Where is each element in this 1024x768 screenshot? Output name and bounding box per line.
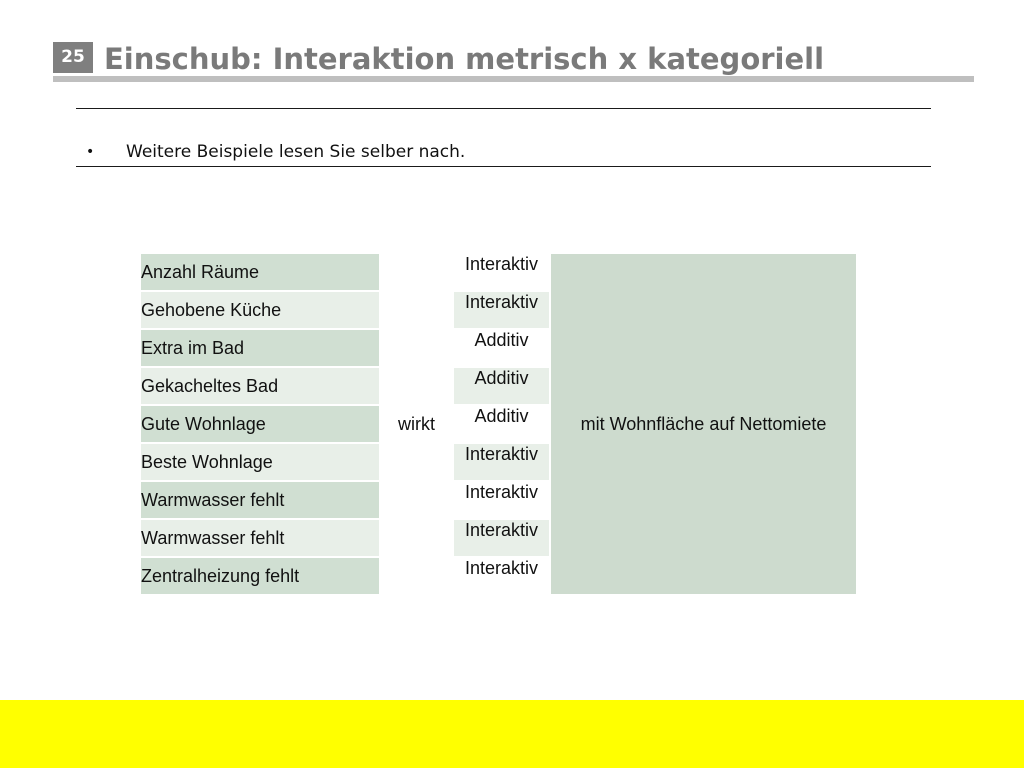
feature-cell: Extra im Bad xyxy=(141,330,381,368)
slide-title: Einschub: Interaktion metrisch x kategoriell xyxy=(104,42,825,76)
type-cell: Interaktiv xyxy=(454,558,551,594)
feature-cell: Anzahl Räume xyxy=(141,254,381,292)
bullet-text: Weitere Beispiele lesen Sie selber nach. xyxy=(126,142,466,162)
bullet-item xyxy=(86,140,465,164)
verb-cell: wirkt xyxy=(381,254,454,594)
title-underline-bar xyxy=(53,76,974,82)
feature-cell: Warmwasser fehlt xyxy=(141,520,381,558)
feature-cell: Zentralheizung fehlt xyxy=(141,558,381,594)
slide-number-badge: 25 xyxy=(53,42,93,73)
type-cell: Interaktiv xyxy=(454,444,551,482)
feature-cell: Warmwasser fehlt xyxy=(141,482,381,520)
footer-band xyxy=(0,700,1024,768)
feature-cell: Gekacheltes Bad xyxy=(141,368,381,406)
type-cell: Interaktiv xyxy=(454,292,551,330)
type-cell: Additiv xyxy=(454,330,551,368)
effect-cell: mit Wohnfläche auf Nettomiete xyxy=(551,254,856,594)
type-cell: Interaktiv xyxy=(454,482,551,520)
type-cell: Interaktiv xyxy=(454,254,551,292)
type-cell: Interaktiv xyxy=(454,520,551,558)
type-cell: Additiv xyxy=(454,406,551,444)
feature-cell: Gute Wohnlage xyxy=(141,406,381,444)
type-cell: Additiv xyxy=(454,368,551,406)
bullet-icon: • xyxy=(86,144,95,160)
interaction-table xyxy=(141,254,856,594)
feature-cell: Beste Wohnlage xyxy=(141,444,381,482)
top-divider xyxy=(76,108,931,109)
feature-cell: Gehobene Küche xyxy=(141,292,381,330)
table-row xyxy=(141,254,856,292)
bottom-divider xyxy=(76,166,931,167)
